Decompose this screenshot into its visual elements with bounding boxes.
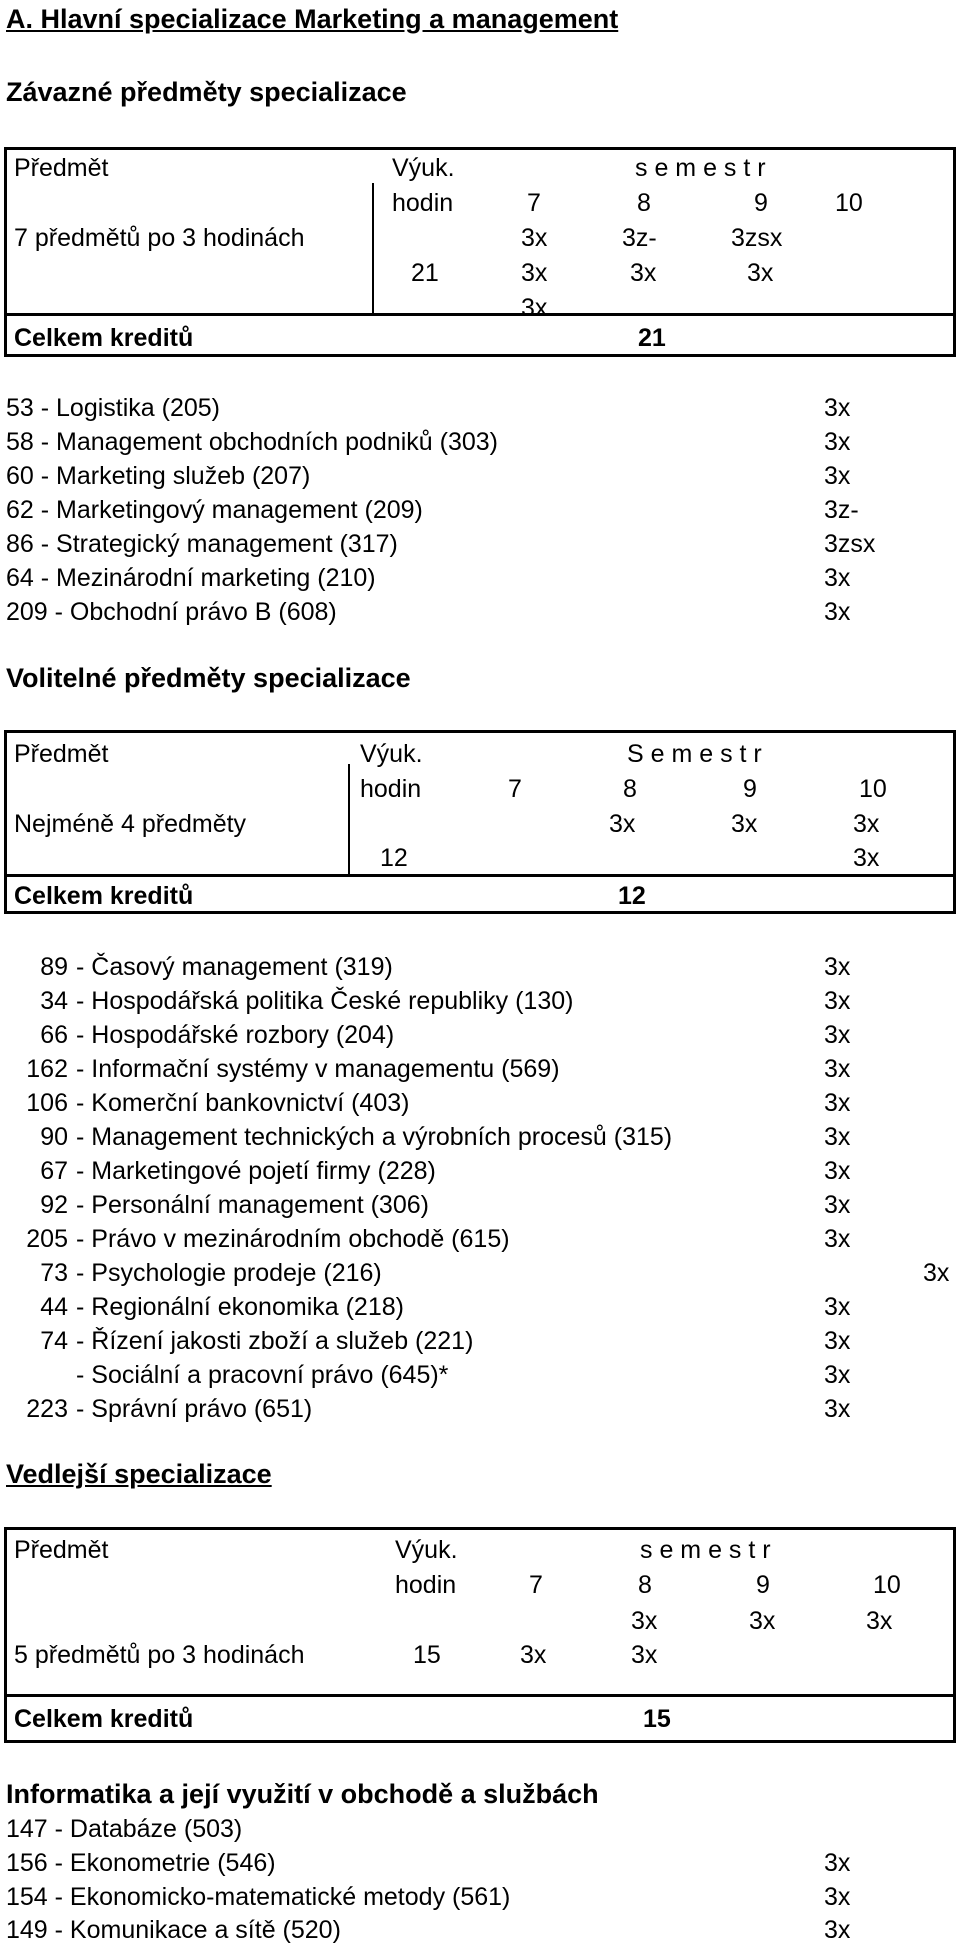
cell-s7-3: 3x — [521, 294, 548, 322]
sem-9: 9 — [743, 775, 757, 803]
list-item-mark: 3x — [923, 1259, 950, 1287]
list-item-mark: 3zsx — [824, 530, 876, 558]
list-item-mark: 3x — [824, 1849, 851, 1877]
list-item: 58 - Management obchodních podniků (303) — [6, 428, 498, 456]
list-item-mark: 3x — [824, 394, 851, 422]
list-item-number: 92 — [40, 1191, 68, 1219]
list-item-mark: 3x — [824, 1293, 851, 1321]
list-item-mark: 3x — [824, 1191, 851, 1219]
total-divider — [4, 1694, 956, 1697]
cell-s8: 3x — [609, 810, 636, 838]
list-item: 209 - Obchodní právo B (608) — [6, 598, 337, 626]
cell-s8-2: 3x — [630, 259, 657, 287]
cell-s7-1: 3x — [521, 224, 548, 252]
sem-8: 8 — [623, 775, 637, 803]
list-item-number: 67 — [40, 1157, 68, 1185]
list-item-mark: 3x — [824, 1361, 851, 1389]
sem-8: 8 — [638, 1571, 652, 1599]
total-label: Celkem kreditů — [14, 882, 194, 910]
list-item: 62 - Marketingový management (209) — [6, 496, 423, 524]
list-item-number: 89 — [40, 953, 68, 981]
elective-heading: Volitelné předměty specializace — [6, 663, 411, 693]
cell-s9: 3x — [731, 810, 758, 838]
list-item-number: 162 — [26, 1055, 68, 1083]
col-semester: s e m e s t r — [635, 154, 766, 182]
hours-value: 21 — [411, 259, 439, 287]
list-item: 154 - Ekonomicko-matematické metody (561) — [6, 1883, 511, 1911]
col-hours-1: Výuk. — [360, 740, 423, 768]
sem-7: 7 — [527, 189, 541, 217]
sem-7: 7 — [529, 1571, 543, 1599]
row-label: 5 předmětů po 3 hodinách — [14, 1641, 305, 1669]
mandatory-heading: Závazné předměty specializace — [6, 77, 407, 107]
list-item: - Personální management (306) — [76, 1191, 429, 1219]
sem-7: 7 — [508, 775, 522, 803]
sem-9: 9 — [754, 189, 768, 217]
total-value: 21 — [638, 324, 666, 352]
list-item: - Informační systémy v managementu (569) — [76, 1055, 560, 1083]
list-item: - Časový management (319) — [76, 953, 393, 981]
total-value: 15 — [643, 1705, 671, 1733]
list-item-mark: 3x — [824, 1055, 851, 1083]
col-subject: Předmět — [14, 740, 109, 768]
list-item-mark: 3x — [824, 1089, 851, 1117]
total-divider — [4, 313, 956, 316]
informatics-heading: Informatika a její využití v obchodě a službách — [6, 1779, 599, 1809]
list-item-number: 73 — [40, 1259, 68, 1287]
list-item: - Komerční bankovnictví (403) — [76, 1089, 410, 1117]
sem-10: 10 — [873, 1571, 901, 1599]
list-item: - Hospodářská politika České republiky (130) — [76, 987, 574, 1015]
list-item: 147 - Databáze (503) — [6, 1815, 243, 1843]
sem-10: 10 — [859, 775, 887, 803]
column-divider — [348, 764, 350, 874]
col-semester: s e m e s t r — [640, 1536, 771, 1564]
total-label: Celkem kreditů — [14, 324, 194, 352]
cell-s10-2: 3x — [853, 844, 880, 872]
row-label: 7 předmětů po 3 hodinách — [14, 224, 305, 252]
column-divider — [372, 183, 374, 313]
list-item: - Správní právo (651) — [76, 1395, 313, 1423]
list-item-number: 205 — [26, 1225, 68, 1253]
col-subject: Předmět — [14, 154, 109, 182]
col-subject: Předmět — [14, 1536, 109, 1564]
list-item: - Hospodářské rozbory (204) — [76, 1021, 395, 1049]
list-item-mark: 3x — [824, 1916, 851, 1944]
col-hours-1: Výuk. — [395, 1536, 458, 1564]
total-divider — [4, 874, 956, 877]
list-item: - Management technických a výrobních procesů (315) — [76, 1123, 673, 1151]
col-semester: S e m e s t r — [627, 740, 762, 768]
list-item-mark: 3x — [824, 1021, 851, 1049]
col-hours-2: hodin — [392, 189, 454, 217]
list-item-mark: 3x — [824, 1157, 851, 1185]
list-item-mark: 3x — [824, 1327, 851, 1355]
list-item: 53 - Logistika (205) — [6, 394, 221, 422]
list-item: - Právo v mezinárodním obchodě (615) — [76, 1225, 510, 1253]
cell-s10: 3x — [866, 1607, 893, 1635]
hours-value: 15 — [413, 1641, 441, 1669]
cell-s9-1: 3zsx — [731, 224, 783, 252]
list-item-number: 34 — [40, 987, 68, 1015]
list-item-number: 66 — [40, 1021, 68, 1049]
total-value: 12 — [618, 882, 646, 910]
sem-10: 10 — [835, 189, 863, 217]
list-item-mark: 3x — [824, 428, 851, 456]
list-item-mark: 3x — [824, 1395, 851, 1423]
cell-s7: 3x — [520, 1641, 547, 1669]
list-item-mark: 3x — [824, 1123, 851, 1151]
hours-value: 12 — [380, 844, 408, 872]
secondary-heading: Vedlejší specializace — [6, 1459, 272, 1489]
list-item: - Řízení jakosti zboží a služeb (221) — [76, 1327, 474, 1355]
col-hours-2: hodin — [360, 775, 422, 803]
list-item-number: 106 — [26, 1089, 68, 1117]
list-item: 64 - Mezinárodní marketing (210) — [6, 564, 376, 592]
cell-s9: 3x — [749, 1607, 776, 1635]
list-item-number: 223 — [26, 1395, 68, 1423]
list-item: 156 - Ekonometrie (546) — [6, 1849, 276, 1877]
list-item-mark: 3x — [824, 953, 851, 981]
list-item: - Marketingové pojetí firmy (228) — [76, 1157, 436, 1185]
cell-s8-1: 3x — [631, 1607, 658, 1635]
list-item-mark: 3x — [824, 1883, 851, 1911]
list-item-mark: 3z- — [824, 496, 859, 524]
cell-s10-1: 3x — [853, 810, 880, 838]
row-label: Nejméně 4 předměty — [14, 810, 247, 838]
cell-s8-2: 3x — [631, 1641, 658, 1669]
list-item: - Sociální a pracovní právo (645)* — [76, 1361, 449, 1389]
list-item-mark: 3x — [824, 598, 851, 626]
list-item-number: 90 — [40, 1123, 68, 1151]
col-hours-2: hodin — [395, 1571, 457, 1599]
list-item-mark: 3x — [824, 987, 851, 1015]
main-title: A. Hlavní specializace Marketing a management — [6, 4, 619, 34]
sem-8: 8 — [637, 189, 651, 217]
list-item-mark: 3x — [824, 462, 851, 490]
list-item-number: 74 — [40, 1327, 68, 1355]
col-hours-1: Výuk. — [392, 154, 455, 182]
list-item: - Regionální ekonomika (218) — [76, 1293, 404, 1321]
list-item-number: 44 — [40, 1293, 68, 1321]
list-item: 86 - Strategický management (317) — [6, 530, 398, 558]
list-item: 149 - Komunikace a sítě (520) — [6, 1916, 341, 1944]
cell-s9-2: 3x — [747, 259, 774, 287]
list-item-mark: 3x — [824, 564, 851, 592]
total-label: Celkem kreditů — [14, 1705, 194, 1733]
cell-s7-2: 3x — [521, 259, 548, 287]
list-item: 60 - Marketing služeb (207) — [6, 462, 311, 490]
list-item-mark: 3x — [824, 1225, 851, 1253]
cell-s8-1: 3z- — [622, 224, 657, 252]
list-item: - Psychologie prodeje (216) — [76, 1259, 382, 1287]
sem-9: 9 — [756, 1571, 770, 1599]
